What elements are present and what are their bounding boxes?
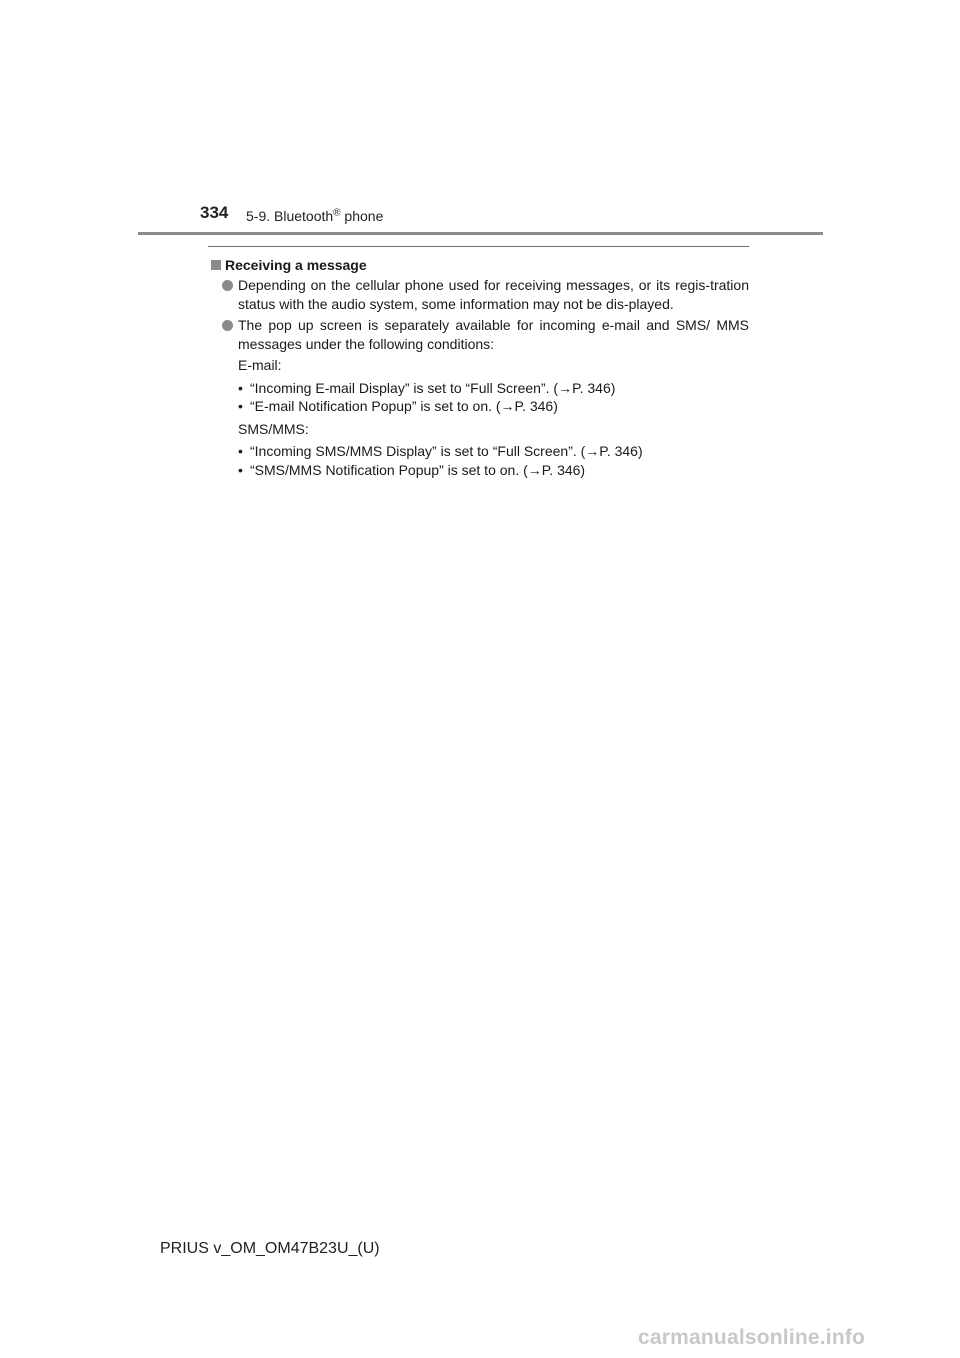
content-divider [208, 246, 749, 247]
header-divider [138, 232, 823, 235]
circle-bullet-icon [222, 320, 233, 331]
section-title [246, 208, 383, 224]
condition-item [238, 397, 749, 416]
conditions-block [208, 356, 749, 479]
section-title-prefix: 5-9. Bluetooth [246, 208, 334, 224]
condition-text: “Incoming E-mail Display” is set to “Full Screen”. (→P. 346) [250, 379, 616, 396]
group-label-email: E-mail: [238, 357, 282, 373]
circle-bullet-icon [222, 280, 233, 291]
group-label-sms: SMS/MMS: [238, 420, 309, 437]
condition-text: “SMS/MMS Notification Popup” is set to on. (→P. 346) [250, 461, 586, 478]
list-item [208, 316, 749, 353]
page-header [0, 0, 960, 240]
section-title-suffix: phone [340, 208, 384, 224]
condition-text: “E-mail Notification Popup” is set to on. (→P. 346) [250, 398, 558, 414]
watermark: carmanualsonline.info [638, 1326, 866, 1349]
bullet-text: The pop up screen is separately available for incoming e-mail and SMS/ MMS messages under the following conditions: [238, 317, 749, 352]
condition-item [238, 379, 749, 398]
list-item [208, 276, 749, 313]
condition-text: “Incoming SMS/MMS Display” is set to “Full Screen”. (→P. 346) [250, 443, 643, 459]
page-number: 334 [200, 203, 229, 222]
square-bullet-icon [211, 260, 221, 270]
subheading-text: Receiving a message [225, 257, 367, 273]
document-code: PRIUS v_OM_OM47B23U_(U) [160, 1240, 380, 1257]
page-content [208, 246, 749, 479]
dot-bullet-icon: • [238, 443, 243, 459]
registered-mark: ® [333, 207, 341, 219]
bullet-text: Depending on the cellular phone used for receiving messages, or its regis-tration status with the audio system, some information may not be dis-played. [238, 277, 749, 312]
subheading [208, 256, 749, 274]
dot-bullet-icon: • [238, 398, 243, 414]
condition-item [238, 461, 749, 480]
dot-bullet-icon: • [238, 379, 243, 396]
condition-item [238, 442, 749, 461]
dot-bullet-icon: • [238, 461, 243, 478]
